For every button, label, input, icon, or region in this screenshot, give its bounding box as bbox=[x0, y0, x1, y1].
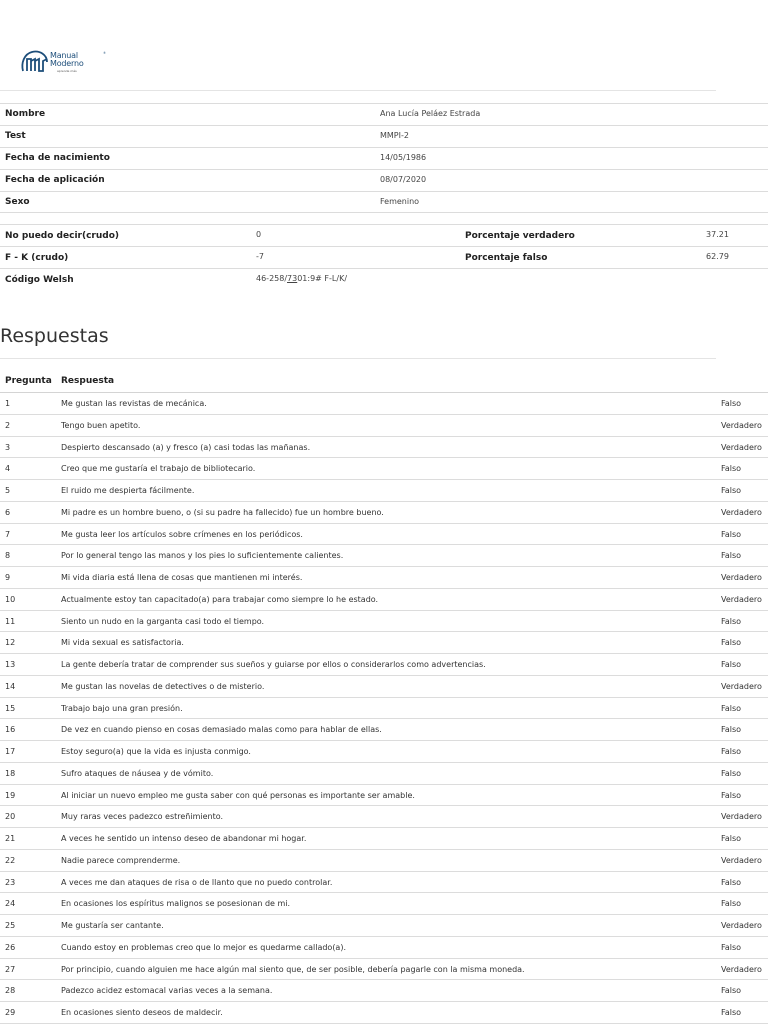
welsh-code-part: 01:9# F-L/K/ bbox=[297, 274, 348, 283]
answers-table bbox=[0, 370, 768, 1024]
info-value: MMPI-2 bbox=[380, 131, 409, 140]
table-row bbox=[0, 915, 768, 937]
question-number: 29 bbox=[5, 1008, 16, 1017]
welsh-code-underlined: 73 bbox=[287, 274, 298, 283]
answer-value: Falso bbox=[721, 616, 742, 626]
table-row bbox=[0, 458, 768, 480]
question-text: Mi vida diaria está llena de cosas que mantienen mi interés. bbox=[61, 573, 303, 582]
table-row bbox=[0, 502, 768, 524]
answer-value: Falso bbox=[721, 1008, 742, 1017]
question-text: Despierto descansado (a) y fresco (a) casi todas las mañanas. bbox=[61, 442, 311, 452]
question-text: A veces me dan ataques de risa o de llanto que no puedo controlar. bbox=[61, 877, 333, 887]
score-divider bbox=[460, 268, 768, 269]
info-value: Ana Lucía Peláez Estrada bbox=[380, 109, 481, 118]
question-text: Me gustan las novelas de detectives o de misterio. bbox=[61, 681, 265, 691]
answer-value: Verdadero bbox=[721, 573, 762, 582]
answer-value: Falso bbox=[721, 551, 742, 561]
table-row bbox=[0, 437, 768, 459]
score-row-f-k bbox=[0, 246, 460, 268]
table-row bbox=[0, 654, 768, 676]
score-row-codigo-welsh bbox=[0, 268, 460, 290]
table-row bbox=[0, 1002, 768, 1024]
answer-value: Falso bbox=[721, 486, 742, 495]
question-text: Estoy seguro(a) que la vida es injusta conmigo. bbox=[61, 747, 251, 756]
welsh-code-value bbox=[256, 274, 347, 283]
table-row bbox=[0, 480, 768, 502]
answer-value: Verdadero bbox=[721, 964, 762, 974]
answer-value: Falso bbox=[721, 529, 742, 539]
question-number: 27 bbox=[5, 964, 16, 974]
table-row bbox=[0, 850, 768, 872]
table-row bbox=[0, 632, 768, 654]
table-row bbox=[0, 763, 768, 785]
table-row bbox=[0, 806, 768, 828]
question-text: Mi vida sexual es satisfactoria. bbox=[61, 638, 184, 648]
header-divider bbox=[0, 90, 716, 91]
answer-value: Falso bbox=[721, 877, 742, 887]
question-text: Actualmente estoy tan capacitado(a) para trabajar como siempre lo he estado. bbox=[61, 594, 379, 604]
answer-value: Falso bbox=[721, 399, 742, 408]
info-row-nombre bbox=[0, 103, 768, 125]
question-number: 6 bbox=[5, 507, 11, 517]
info-label: Fecha de aplicación bbox=[5, 175, 105, 185]
logo-wordmark bbox=[50, 52, 84, 68]
answer-value: Falso bbox=[721, 660, 742, 669]
score-label: Código Welsh bbox=[5, 275, 74, 285]
question-text: En ocasiones siento deseos de maldecir. bbox=[61, 1008, 223, 1017]
welsh-code-part: 46-258/ bbox=[256, 274, 288, 283]
answer-value: Verdadero bbox=[721, 855, 762, 865]
info-row-fecha-aplicacion bbox=[0, 169, 768, 191]
table-row bbox=[0, 415, 768, 437]
header-respuesta: Respuesta bbox=[61, 376, 115, 386]
table-row bbox=[0, 828, 768, 850]
table-row bbox=[0, 524, 768, 546]
table-row bbox=[0, 980, 768, 1002]
table-row bbox=[0, 719, 768, 741]
logo-tagline: aprende más bbox=[57, 69, 77, 73]
score-row-no-puedo-decir bbox=[0, 224, 460, 246]
answers-table-body bbox=[0, 393, 768, 1024]
answer-value: Falso bbox=[721, 703, 742, 713]
score-row-porcentaje-falso bbox=[460, 246, 768, 268]
question-text: Creo que me gustaría el trabajo de bibliotecario. bbox=[61, 464, 256, 474]
table-row bbox=[0, 937, 768, 959]
table-row bbox=[0, 959, 768, 981]
table-row bbox=[0, 611, 768, 633]
table-row bbox=[0, 589, 768, 611]
question-number: 19 bbox=[5, 790, 16, 800]
answer-value: Verdadero bbox=[721, 681, 762, 691]
section-title-respuestas: Respuestas bbox=[0, 325, 109, 347]
header-pregunta: Pregunta bbox=[5, 376, 52, 386]
question-number: 26 bbox=[5, 942, 16, 952]
answer-value: Verdadero bbox=[721, 420, 762, 430]
question-text: Mi padre es un hombre bueno, o (si su padre ha fallecido) fue un hombre bueno. bbox=[61, 507, 384, 517]
info-value: 14/05/1986 bbox=[380, 153, 427, 162]
question-text: Padezco acidez estomacal varias veces a la semana. bbox=[61, 986, 273, 996]
answer-value: Verdadero bbox=[721, 594, 762, 604]
question-text: El ruido me despierta fácilmente. bbox=[61, 486, 195, 495]
table-row bbox=[0, 393, 768, 415]
score-value: -7 bbox=[256, 252, 264, 261]
score-value: 0 bbox=[256, 230, 262, 239]
question-number: 22 bbox=[5, 855, 16, 865]
question-number: 20 bbox=[5, 812, 16, 822]
info-row-test bbox=[0, 125, 768, 147]
info-label: Fecha de nacimiento bbox=[5, 153, 110, 163]
logo-line-1: Manual bbox=[50, 51, 78, 60]
answer-value: Falso bbox=[721, 464, 742, 474]
manual-moderno-logo-mark bbox=[20, 49, 50, 75]
question-text: Al iniciar un nuevo empleo me gusta saber con qué personas es importante ser amable. bbox=[61, 790, 415, 800]
answer-value: Falso bbox=[721, 834, 742, 843]
table-row bbox=[0, 785, 768, 807]
info-value: 08/07/2020 bbox=[380, 175, 427, 184]
question-number: 10 bbox=[5, 594, 16, 604]
answer-value: Falso bbox=[721, 638, 742, 648]
question-number: 17 bbox=[5, 747, 16, 756]
score-value: 37.21 bbox=[706, 230, 729, 239]
question-text: La gente debería tratar de comprender sus sueños y guiarse por ellos o considerarlos como advertencias. bbox=[61, 660, 486, 669]
answer-value: Verdadero bbox=[721, 442, 762, 452]
question-number: 28 bbox=[5, 986, 16, 996]
question-text: Por lo general tengo las manos y los pies lo suficientemente calientes. bbox=[61, 551, 344, 561]
question-text: Nadie parece comprenderme. bbox=[61, 855, 181, 865]
table-row bbox=[0, 698, 768, 720]
question-number: 7 bbox=[5, 529, 11, 539]
question-text: Trabajo bajo una gran presión. bbox=[61, 703, 183, 713]
info-label: Test bbox=[5, 131, 26, 141]
question-number: 9 bbox=[5, 573, 11, 582]
info-label: Nombre bbox=[5, 109, 46, 119]
table-row bbox=[0, 741, 768, 763]
answer-value: Verdadero bbox=[721, 921, 762, 930]
score-label: Porcentaje verdadero bbox=[465, 231, 575, 241]
question-number: 25 bbox=[5, 921, 16, 930]
table-row bbox=[0, 872, 768, 894]
answer-value: Falso bbox=[721, 942, 742, 952]
answer-value: Falso bbox=[721, 899, 742, 909]
answers-table-header bbox=[0, 370, 768, 393]
section-divider bbox=[0, 358, 716, 359]
question-number: 16 bbox=[5, 725, 16, 735]
logo-registered-mark: ® bbox=[103, 51, 106, 55]
answer-value: Falso bbox=[721, 768, 742, 778]
question-number: 24 bbox=[5, 899, 16, 909]
question-number: 23 bbox=[5, 877, 16, 887]
score-label: F - K (crudo) bbox=[5, 253, 69, 263]
patient-info-table bbox=[0, 103, 768, 213]
question-number: 14 bbox=[5, 681, 16, 691]
table-row bbox=[0, 676, 768, 698]
answer-value: Falso bbox=[721, 790, 742, 800]
question-number: 13 bbox=[5, 660, 16, 669]
question-number: 4 bbox=[5, 464, 11, 474]
manual-moderno-logo bbox=[20, 49, 106, 77]
question-text: Me gusta leer los artículos sobre crímenes en los periódicos. bbox=[61, 529, 303, 539]
question-text: Siento un nudo en la garganta casi todo el tiempo. bbox=[61, 616, 265, 626]
question-text: En ocasiones los espíritus malignos se posesionan de mi. bbox=[61, 899, 291, 909]
table-row bbox=[0, 567, 768, 589]
question-text: Tengo buen apetito. bbox=[61, 420, 141, 430]
answer-value: Falso bbox=[721, 986, 742, 996]
question-number: 2 bbox=[5, 420, 11, 430]
scores-table bbox=[0, 224, 768, 292]
question-number: 3 bbox=[5, 442, 11, 452]
info-row-sexo bbox=[0, 191, 768, 213]
question-number: 8 bbox=[5, 551, 11, 561]
question-number: 5 bbox=[5, 486, 11, 495]
question-number: 1 bbox=[5, 399, 11, 408]
question-text: Cuando estoy en problemas creo que lo mejor es quedarme callado(a). bbox=[61, 942, 346, 952]
info-label: Sexo bbox=[5, 197, 30, 207]
table-row bbox=[0, 893, 768, 915]
question-number: 21 bbox=[5, 834, 16, 843]
question-text: Me gustan las revistas de mecánica. bbox=[61, 399, 207, 408]
question-text: Muy raras veces padezco estreñimiento. bbox=[61, 812, 224, 822]
question-text: A veces he sentido un intenso deseo de abandonar mi hogar. bbox=[61, 834, 307, 843]
answer-value: Verdadero bbox=[721, 812, 762, 822]
table-row bbox=[0, 545, 768, 567]
question-text: Por principio, cuando alguien me hace algún mal siento que, de ser posible, debería pagarle con la misma moneda. bbox=[61, 964, 525, 974]
score-label: No puedo decir(crudo) bbox=[5, 231, 119, 241]
question-text: Me gustaría ser cantante. bbox=[61, 921, 164, 930]
question-number: 15 bbox=[5, 703, 16, 713]
info-value: Femenino bbox=[380, 197, 420, 206]
score-value: 62.79 bbox=[706, 252, 729, 261]
answer-value: Verdadero bbox=[721, 507, 762, 517]
question-number: 18 bbox=[5, 768, 16, 778]
answer-value: Falso bbox=[721, 725, 742, 735]
answer-value: Falso bbox=[721, 747, 742, 756]
question-text: Sufro ataques de náusea y de vómito. bbox=[61, 768, 214, 778]
question-number: 12 bbox=[5, 638, 16, 648]
logo-line-2: Moderno bbox=[50, 59, 84, 68]
info-row-fecha-nacimiento bbox=[0, 147, 768, 169]
question-text: De vez en cuando pienso en cosas demasiado malas como para hablar de ellas. bbox=[61, 725, 382, 735]
score-label: Porcentaje falso bbox=[465, 253, 548, 263]
score-row-porcentaje-verdadero bbox=[460, 224, 768, 246]
question-number: 11 bbox=[5, 616, 16, 626]
